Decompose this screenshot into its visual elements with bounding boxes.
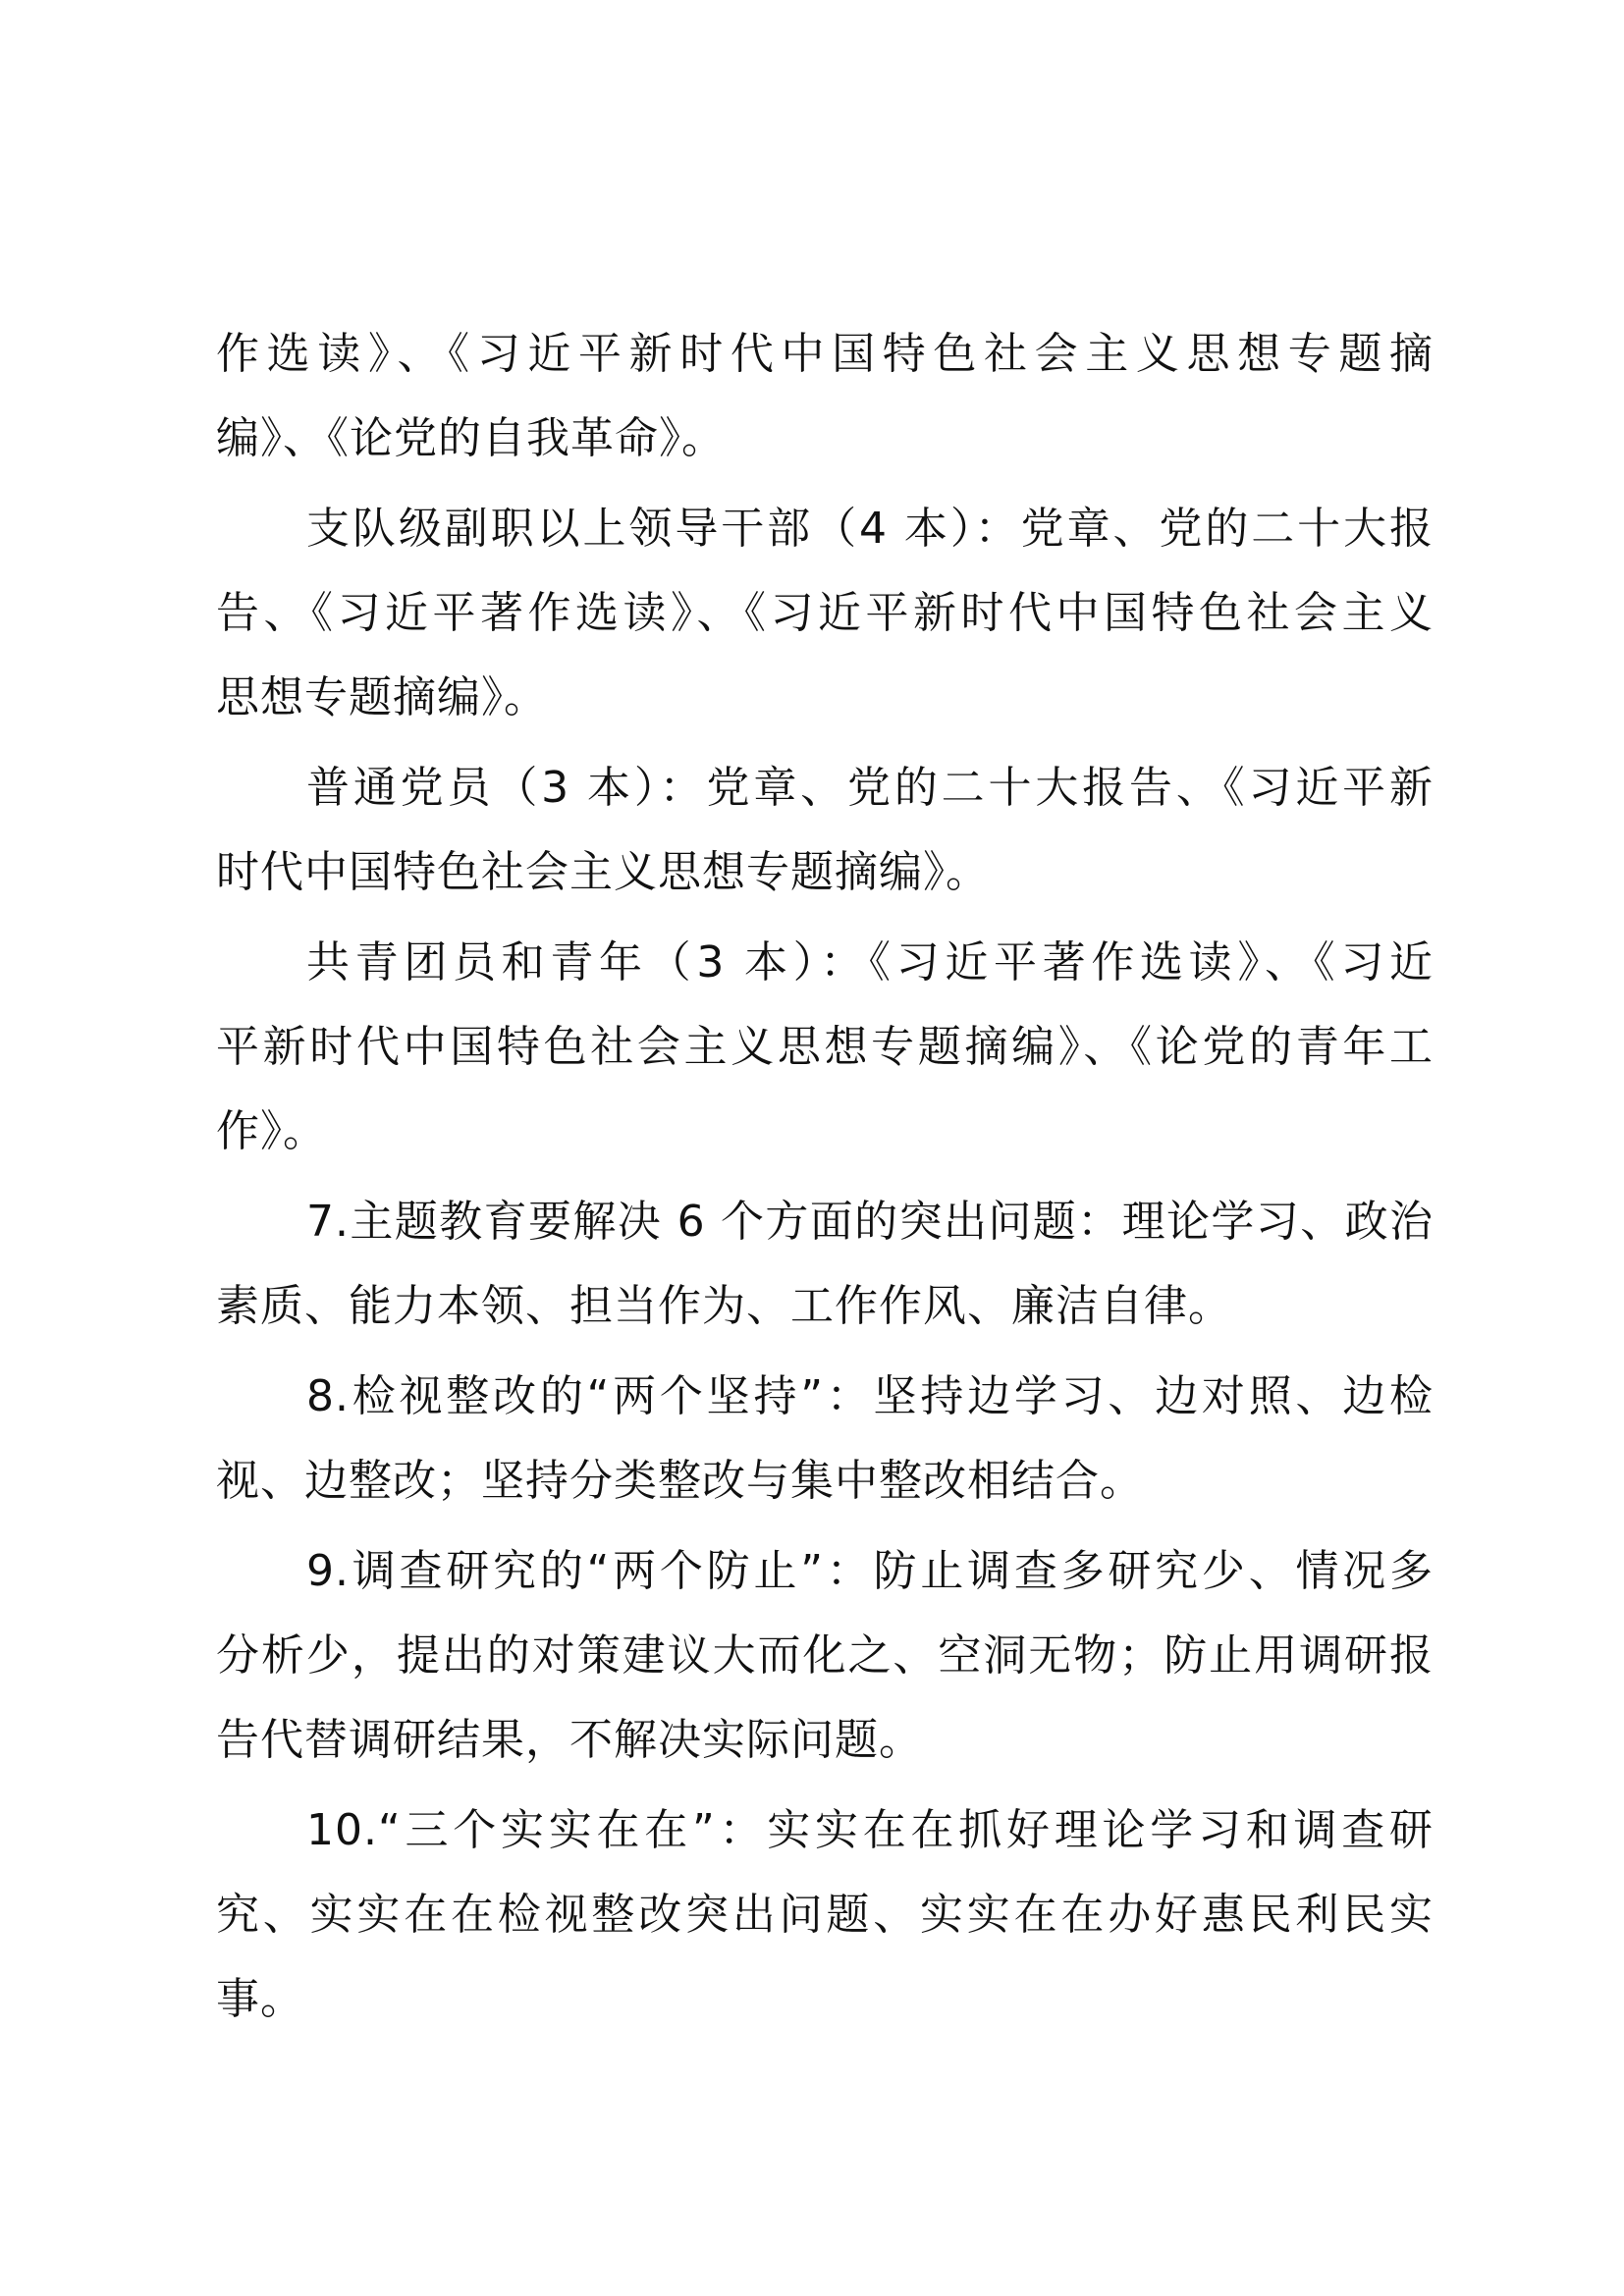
paragraph-item-10 bbox=[216, 1789, 1434, 2042]
text-line: 告代替调研结果，不解决实际问题。 bbox=[216, 1715, 923, 1765]
text-line: 时代中国特色社会主义思想专题摘编》。 bbox=[216, 847, 990, 897]
text-line: 素质、能力本领、担当作为、工作作风、廉洁自律。 bbox=[216, 1281, 1232, 1331]
paragraph-continuation bbox=[216, 312, 1434, 481]
text-line: 事。 bbox=[216, 1974, 304, 2024]
text-line: 7.主题教育要解决 6 个方面的突出问题：理论学习、政治 bbox=[306, 1197, 1434, 1247]
paragraph-leaders bbox=[216, 487, 1434, 740]
paragraph-item-7 bbox=[216, 1180, 1434, 1349]
text-line: 8.检视整改的“两个坚持”：坚持边学习、边对照、边检 bbox=[306, 1371, 1434, 1421]
text-line: 10.“三个实实在在”：实实在在抓好理论学习和调查研 bbox=[306, 1805, 1434, 1855]
paragraph-youth bbox=[216, 921, 1434, 1174]
text-line: 共青团员和青年（3 本）：《习近平著作选读》、《习近 bbox=[306, 937, 1434, 988]
text-line: 分析少，提出的对策建议大而化之、空洞无物；防止用调研报 bbox=[216, 1630, 1434, 1681]
text-line: 思想专题摘编》。 bbox=[216, 672, 548, 722]
text-line: 平新时代中国特色社会主义思想专题摘编》、《论党的青年工 bbox=[216, 1022, 1434, 1072]
text-line: 究、实实在在检视整改突出问题、实实在在办好惠民利民实 bbox=[216, 1890, 1434, 1940]
text-line: 作选读》、《习近平新时代中国特色社会主义思想专题摘 bbox=[216, 329, 1434, 379]
paragraph-members bbox=[216, 746, 1434, 915]
text-line: 作》。 bbox=[216, 1106, 327, 1156]
paragraph-item-9 bbox=[216, 1529, 1434, 1783]
text-line: 9.调查研究的“两个防止”：防止调查多研究少、情况多 bbox=[306, 1546, 1434, 1596]
text-line: 普通党员（3 本）：党章、党的二十大报告、《习近平新 bbox=[306, 763, 1434, 813]
text-line: 编》、《论党的自我革命》。 bbox=[216, 413, 726, 463]
text-line: 视、边整改；坚持分类整改与集中整改相结合。 bbox=[216, 1456, 1144, 1506]
text-line: 支队级副职以上领导干部（4 本）：党章、党的二十大报 bbox=[306, 504, 1434, 554]
paragraph-item-8 bbox=[216, 1355, 1434, 1523]
document-body bbox=[216, 312, 1434, 2048]
text-line: 告、《习近平著作选读》、《习近平新时代中国特色社会主义 bbox=[216, 588, 1434, 638]
